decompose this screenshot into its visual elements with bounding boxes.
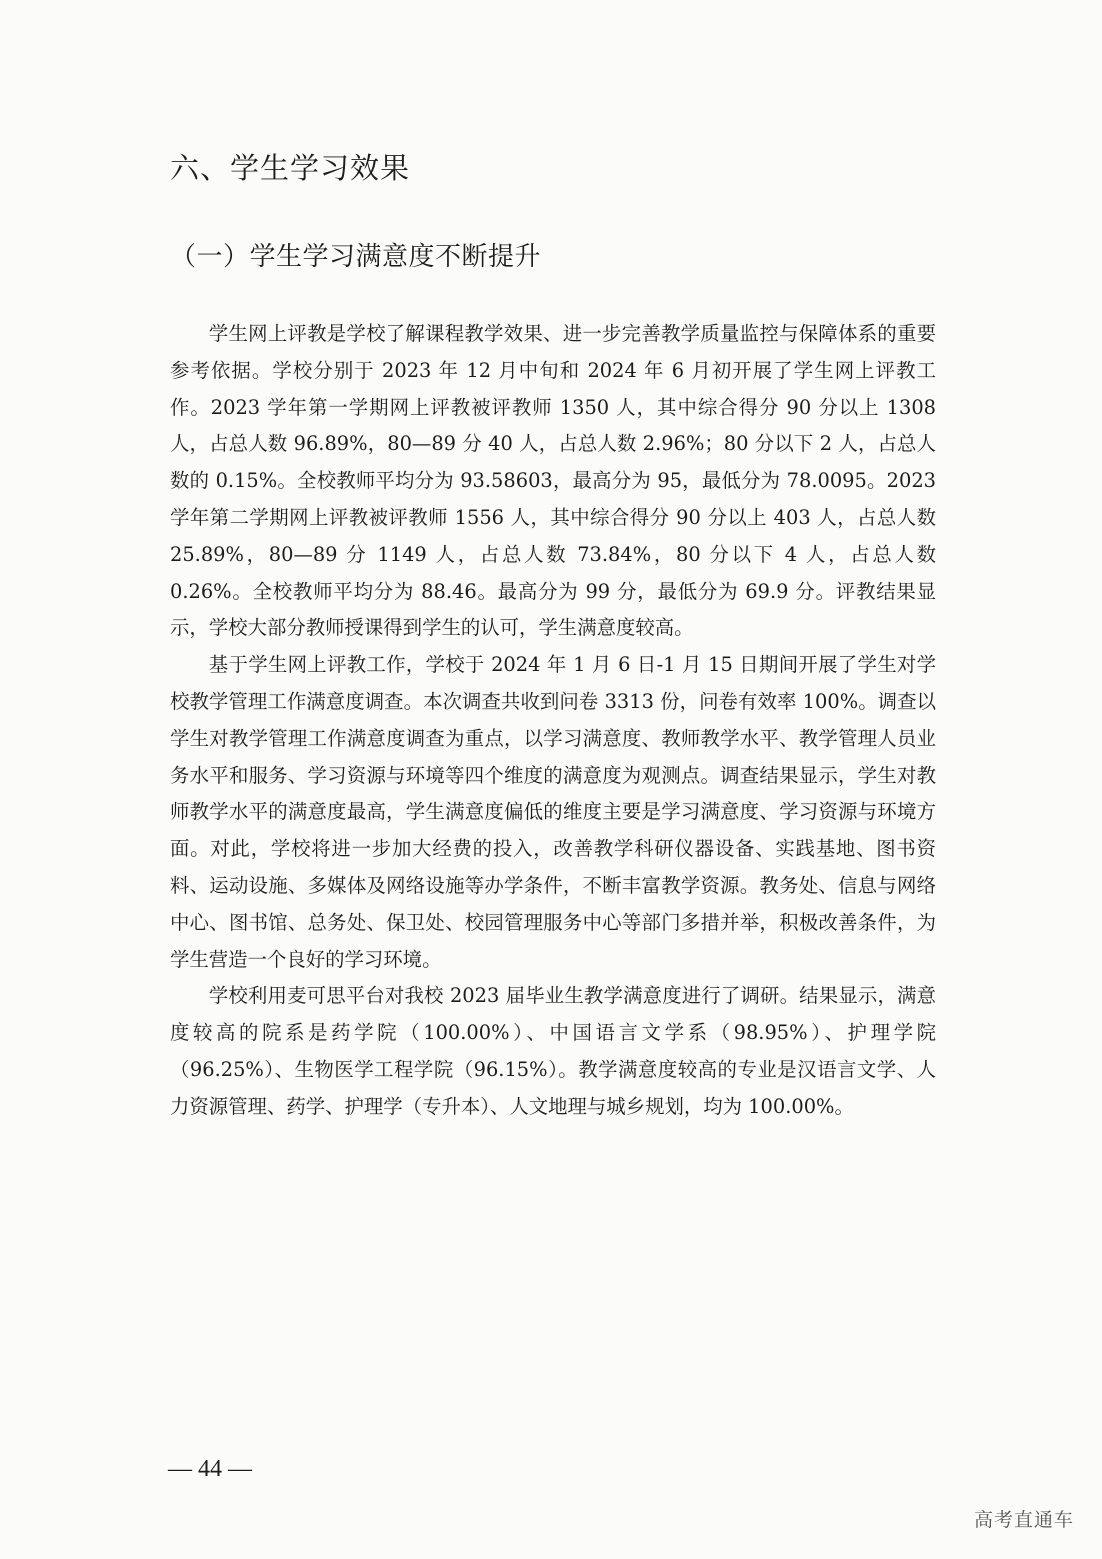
paragraph-3: 学校利用麦可思平台对我校 2023 届毕业生教学满意度进行了调研。结果显示，满意度较高的院系是药学院（100.00%）、中国语言文学系（98.95%）、护理学院（96.25%）、生物医学工程学院（96.15%）。教学满意度较高的专业是汉语言文学、人力资源管理、药学、护理学（专升本）、人文地理与城乡规划，均为 100.00%。 [170, 984, 936, 1118]
watermark: 高考直通车 [973, 1509, 1074, 1531]
paragraph-2: 基于学生网上评教工作，学校于 2024 年 1 月 6 日-1 月 15 日期间开展了学生对学校教学管理工作满意度调查。本次调查共收到问卷 3313 份，问卷有效率 100%。调查以学生对教学管理工作满意度调查为重点，以学习满意度、教师教学水平、教学管理人员业务水平和服务、学习资源与环境等四个维度的满意度为观测点。调查结果显示，学生对教师教学水平的满意度最高，学生满意度偏低的维度主要是学习满意度、学习资源与环境方面。对此，学校将进一步加大经费的投入，改善教学科研仪器设备、实践基地、图书资料、运动设施、多媒体及网络设施等办学条件，不断丰富教学资源。教务处、信息与网络中心、图书馆、总务处、保卫处、校园管理服务中心等部门多措并举，积极改善条件，为学生营造一个良好的学习环境。 [170, 653, 936, 971]
body-text [170, 316, 936, 1126]
subsection-title: （一）学生学习满意度不断提升 [170, 242, 542, 272]
page-number: — 44 — [168, 1456, 252, 1482]
section-title: 六、学生学习效果 [170, 151, 411, 185]
paragraph-1: 学生网上评教是学校了解课程教学效果、进一步完善教学质量监控与保障体系的重要参考依据。学校分别于 2023 年 12 月中旬和 2024 年 6 月初开展了学生网上评教工作。2023 学年第一学期网上评教被评教师 1350 人，其中综合得分 90 分以上 1308 人，占总人数 96.89%，80—89 分 40 人，占总人数 2.96%；80 分以下 2 人，占总人数的 0.15%。全校教师平均分为 93.58603，最高分为 95，最低分为 78.0095。2023 学年第二学期网上评教被评教师 1556 人，其中综合得分 90 分以上 403 人，占总人数 25.89%，80—89 分 1149 人，占总人数 73.84%，80 分以下 4 人，占总人数 0.26%。全校教师平均分为 88.46。最高分为 99 分，最低分为 69.9 分。评教结果显示，学校大部分教师授课得到学生的认可，学生满意度较高。 [170, 322, 936, 640]
